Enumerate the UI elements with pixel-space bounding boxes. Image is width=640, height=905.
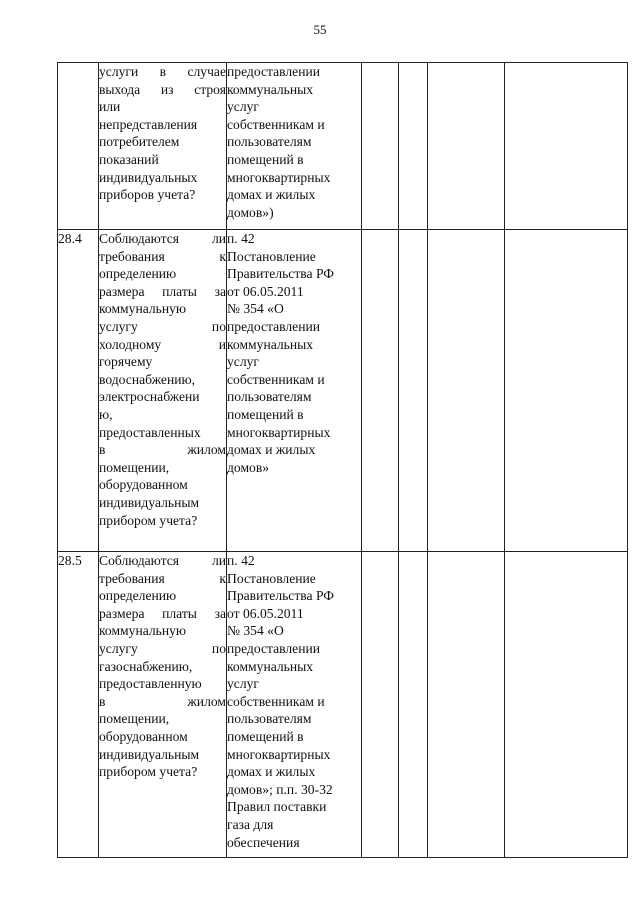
requirement-word: или	[99, 99, 121, 115]
requirement-word: к	[219, 570, 226, 586]
requirement-word: предоставленных	[99, 424, 201, 440]
requirement-word: прибором учета?	[99, 764, 198, 780]
reference-line: многоквартирных	[227, 169, 331, 185]
reference-line: пользователям	[227, 389, 312, 405]
requirement-word: ю,	[99, 406, 113, 422]
requirement-word: помещении,	[99, 711, 170, 727]
requirement-word: предоставленную	[99, 676, 202, 692]
reference-line: помещений в	[227, 406, 304, 422]
requirement-line	[99, 658, 226, 676]
requirement-line	[99, 265, 226, 283]
reference-line: собственникам и	[227, 116, 325, 132]
item-number-cell	[58, 63, 99, 230]
answer-na-cell	[428, 230, 505, 552]
reference-line: домах и жилых	[227, 764, 316, 780]
notes-cell	[505, 63, 628, 230]
answer-na-cell	[428, 552, 505, 858]
requirement-line	[99, 300, 226, 318]
reference-line: домах и жилых	[227, 442, 316, 458]
reference-line: коммунальных	[227, 658, 314, 674]
reference-line: услуг	[227, 676, 259, 692]
requirement-line	[99, 746, 226, 764]
requirement-cell	[99, 552, 227, 858]
reference-line: предоставлении	[227, 64, 321, 79]
requirement-line	[99, 570, 226, 588]
requirement-word: требования	[99, 570, 165, 586]
reference-line: многоквартирных	[227, 424, 331, 440]
reference-line: помещений в	[227, 151, 304, 167]
requirement-line	[99, 587, 226, 605]
reference-line: газа для	[227, 816, 274, 832]
reference-line: пользователям	[227, 711, 312, 727]
requirement-word: за	[214, 283, 226, 299]
requirement-word: в	[99, 693, 106, 709]
requirement-word: электроснабжени	[99, 389, 200, 405]
requirement-line	[99, 116, 226, 134]
answer-yes-cell	[362, 63, 399, 230]
requirement-word: индивидуальным	[99, 746, 200, 762]
requirement-word: потребителем	[99, 134, 180, 150]
reference-line: собственникам и	[227, 693, 325, 709]
requirement-word: в	[99, 442, 106, 458]
requirement-line	[99, 459, 226, 477]
requirement-line	[99, 476, 226, 494]
reference-line: многоквартирных	[227, 746, 331, 762]
requirement-line	[99, 622, 226, 640]
requirement-word: платы	[162, 283, 197, 299]
requirement-line	[99, 441, 226, 459]
requirement-word: индивидуальным	[99, 494, 200, 510]
reference-line: п. 42	[227, 231, 255, 246]
requirement-word: жилом	[187, 442, 226, 458]
requirement-word: по	[211, 640, 226, 656]
requirement-word: ли	[211, 231, 226, 246]
requirement-word: приборов учета?	[99, 187, 196, 203]
page-number: 55	[313, 22, 327, 37]
requirement-word: помещении,	[99, 459, 170, 475]
reference-line: услуг	[227, 99, 259, 115]
reference-line: Правительства РФ	[227, 266, 335, 282]
requirement-word: горячему	[99, 354, 153, 370]
requirement-line	[99, 81, 226, 99]
requirement-line	[99, 283, 226, 301]
requirement-line	[99, 336, 226, 354]
requirement-word: Соблюдаются	[99, 553, 180, 568]
requirement-word: требования	[99, 248, 165, 264]
legal-reference-cell	[227, 63, 362, 230]
answer-yes-cell	[362, 552, 399, 858]
reference-line: Правительства РФ	[227, 588, 335, 604]
item-number: 28.4	[58, 231, 82, 246]
reference-line: предоставлении	[227, 640, 321, 656]
table-row	[58, 552, 628, 858]
reference-line: обеспечения	[227, 834, 300, 850]
requirement-word: из	[160, 81, 174, 97]
requirement-word: в	[159, 64, 167, 79]
requirement-word: холодному	[99, 336, 162, 352]
table-row	[58, 230, 628, 552]
requirement-word: строя	[194, 81, 226, 97]
requirement-line	[99, 710, 226, 728]
notes-cell	[505, 552, 628, 858]
requirement-word: за	[214, 605, 226, 621]
requirement-word: размера	[99, 283, 145, 299]
requirement-word: Соблюдаются	[99, 231, 180, 246]
requirement-line	[99, 728, 226, 746]
reference-line: от 06.05.2011	[227, 283, 304, 299]
requirement-line	[99, 693, 226, 711]
reference-line: Правил поставки	[227, 799, 327, 815]
reference-line: коммунальных	[227, 336, 314, 352]
reference-line: собственникам и	[227, 371, 325, 387]
requirement-word: индивидуальных	[99, 169, 198, 185]
requirement-word: выхода	[99, 81, 141, 97]
requirement-line	[99, 169, 226, 187]
reference-line: пользователям	[227, 134, 312, 150]
requirement-word: размера	[99, 605, 145, 621]
reference-line: Постановление	[227, 248, 316, 264]
requirement-line	[99, 248, 226, 266]
requirement-word: коммунальную	[99, 301, 187, 317]
answer-no-cell	[399, 63, 428, 230]
requirement-line	[99, 230, 226, 248]
requirement-line	[99, 640, 226, 658]
reference-line: п. 42	[227, 553, 255, 568]
reference-line: домах и жилых	[227, 187, 316, 203]
requirement-line	[99, 763, 226, 781]
reference-line: Постановление	[227, 570, 316, 586]
requirement-line	[99, 512, 226, 530]
requirement-line	[99, 186, 226, 204]
requirement-word: и	[218, 336, 226, 352]
reference-line: № 354 «О	[227, 301, 284, 317]
requirement-line	[99, 151, 226, 169]
requirement-line	[99, 552, 226, 570]
requirement-word: по	[211, 318, 226, 334]
legal-reference-cell	[227, 230, 362, 552]
reference-line: предоставлении	[227, 318, 321, 334]
reference-line: услуг	[227, 354, 259, 370]
item-number-cell	[58, 552, 99, 858]
requirement-line	[99, 371, 226, 389]
requirement-cell	[99, 230, 227, 552]
reference-line: домов»	[227, 459, 270, 475]
requirement-line	[99, 388, 226, 406]
requirement-word: случае	[187, 64, 226, 79]
requirement-line	[99, 605, 226, 623]
answer-no-cell	[399, 552, 428, 858]
requirement-word: непредставления	[99, 116, 198, 132]
requirement-word: услуги	[99, 64, 139, 79]
requirement-word: прибором учета?	[99, 512, 198, 528]
requirement-line	[99, 133, 226, 151]
requirement-word: определению	[99, 588, 177, 604]
requirement-line	[99, 675, 226, 693]
item-number: 28.5	[58, 553, 82, 568]
requirement-word: оборудованном	[99, 728, 188, 744]
requirement-cell	[99, 63, 227, 230]
requirement-word: платы	[162, 605, 197, 621]
requirement-word: оборудованном	[99, 477, 188, 493]
requirement-line	[99, 353, 226, 371]
requirement-line	[99, 318, 226, 336]
reference-line: домов»)	[227, 204, 274, 220]
requirement-word: к	[219, 248, 226, 264]
item-number-cell	[58, 230, 99, 552]
requirement-word: водоснабжению,	[99, 371, 196, 387]
requirement-word: услугу	[99, 318, 138, 334]
answer-na-cell	[428, 63, 505, 230]
requirement-word: показаний	[99, 151, 159, 167]
requirement-word: газоснабжению,	[99, 658, 193, 674]
requirement-word: ли	[211, 553, 226, 568]
requirement-word: жилом	[187, 693, 226, 709]
requirement-line	[99, 98, 226, 116]
requirement-line	[99, 406, 226, 424]
requirement-word: коммунальную	[99, 623, 187, 639]
reference-line: коммунальных	[227, 81, 314, 97]
legal-reference-cell	[227, 552, 362, 858]
requirement-line	[99, 424, 226, 442]
reference-line: помещений в	[227, 728, 304, 744]
requirement-line	[99, 494, 226, 512]
notes-cell	[505, 230, 628, 552]
reference-line: № 354 «О	[227, 623, 284, 639]
table-row	[58, 63, 628, 230]
checklist-table	[57, 62, 628, 858]
reference-line: домов»; п.п. 30-32	[227, 781, 333, 797]
requirement-word: определению	[99, 266, 177, 282]
reference-line: от 06.05.2011	[227, 605, 304, 621]
answer-yes-cell	[362, 230, 399, 552]
requirement-word: услугу	[99, 640, 138, 656]
requirement-line	[99, 63, 226, 81]
answer-no-cell	[399, 230, 428, 552]
table-body	[58, 63, 628, 858]
